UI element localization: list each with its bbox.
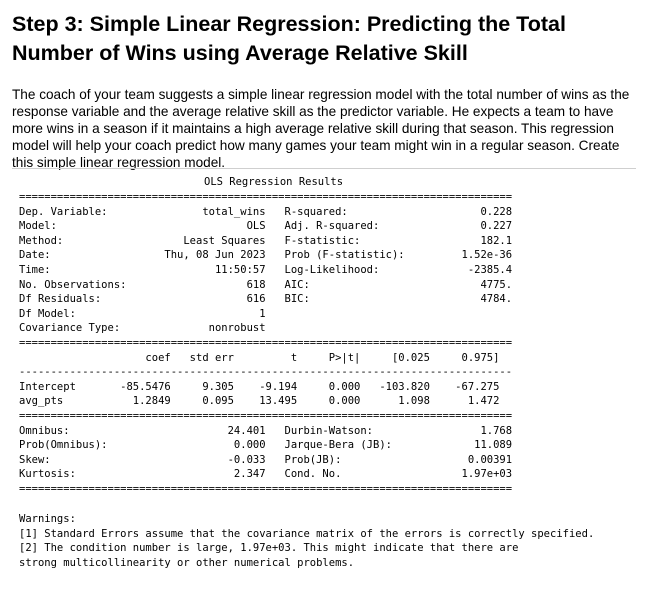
coef-header-row: coef std err t P>|t| [0.025 0.975]	[19, 351, 500, 364]
cell-divider	[12, 168, 636, 169]
diagnostic-row: Skew: -0.033 Prob(JB): 0.00391	[19, 453, 513, 466]
diagnostic-row: Kurtosis: 2.347 Cond. No. 1.97e+03	[19, 468, 513, 481]
double-rule: ==============================================================================	[19, 482, 513, 495]
summary-row: Df Model: 1	[19, 307, 266, 320]
warning-line: Warnings:	[19, 513, 76, 525]
warnings-block	[19, 512, 594, 570]
diagnostic-row: Omnibus: 24.401 Durbin-Watson: 1.768	[19, 424, 513, 437]
intro-paragraph: The coach of your team suggests a simple linear regression model with the total number of wins as the response variable and the average relative skill as the predictor variable. He expects a team to have more wins in a season if it maintains a high average relative skill during that season. This regression model will help your coach predict how many games your team might win in a regular season. Create this simple linear regression model.	[12, 87, 630, 170]
ols-results-table	[19, 190, 512, 496]
double-rule: ==============================================================================	[19, 409, 513, 422]
coef-row: Intercept -85.5476 9.305 -9.194 0.000 -103.820 -67.275	[19, 380, 500, 393]
summary-row: Time: 11:50:57 Log-Likelihood: -2385.4	[19, 263, 513, 276]
ols-results-title: OLS Regression Results	[204, 176, 344, 188]
double-rule: ==============================================================================	[19, 191, 513, 203]
section-heading: Step 3: Simple Linear Regression: Predicting the Total Number of Wins using Average Relative Skill	[12, 12, 566, 65]
summary-row: Covariance Type: nonrobust	[19, 322, 266, 335]
summary-row: Dep. Variable: total_wins R-squared: 0.228	[19, 205, 513, 218]
summary-row: No. Observations: 618 AIC: 4775.	[19, 278, 513, 291]
single-rule: ------------------------------------------------------------------------------	[19, 366, 513, 379]
summary-row: Model: OLS Adj. R-squared: 0.227	[19, 220, 513, 233]
summary-row: Date: Thu, 08 Jun 2023 Prob (F-statistic): 1.52e-36	[19, 249, 513, 262]
warning-line: strong multicollinearity or other numerical problems.	[19, 556, 355, 569]
double-rule: ==============================================================================	[19, 336, 513, 349]
warning-line: [2] The condition number is large, 1.97e+03. This might indicate that there are	[19, 542, 519, 555]
summary-row: Df Residuals: 616 BIC: 4784.	[19, 293, 513, 306]
diagnostic-row: Prob(Omnibus): 0.000 Jarque-Bera (JB): 11.089	[19, 439, 513, 452]
warning-line: [1] Standard Errors assume that the covariance matrix of the errors is correctly specified.	[19, 527, 595, 540]
coef-row: avg_pts 1.2849 0.095 13.495 0.000 1.098 1.472	[19, 395, 500, 408]
summary-row: Method: Least Squares F-statistic: 182.1	[19, 234, 513, 247]
